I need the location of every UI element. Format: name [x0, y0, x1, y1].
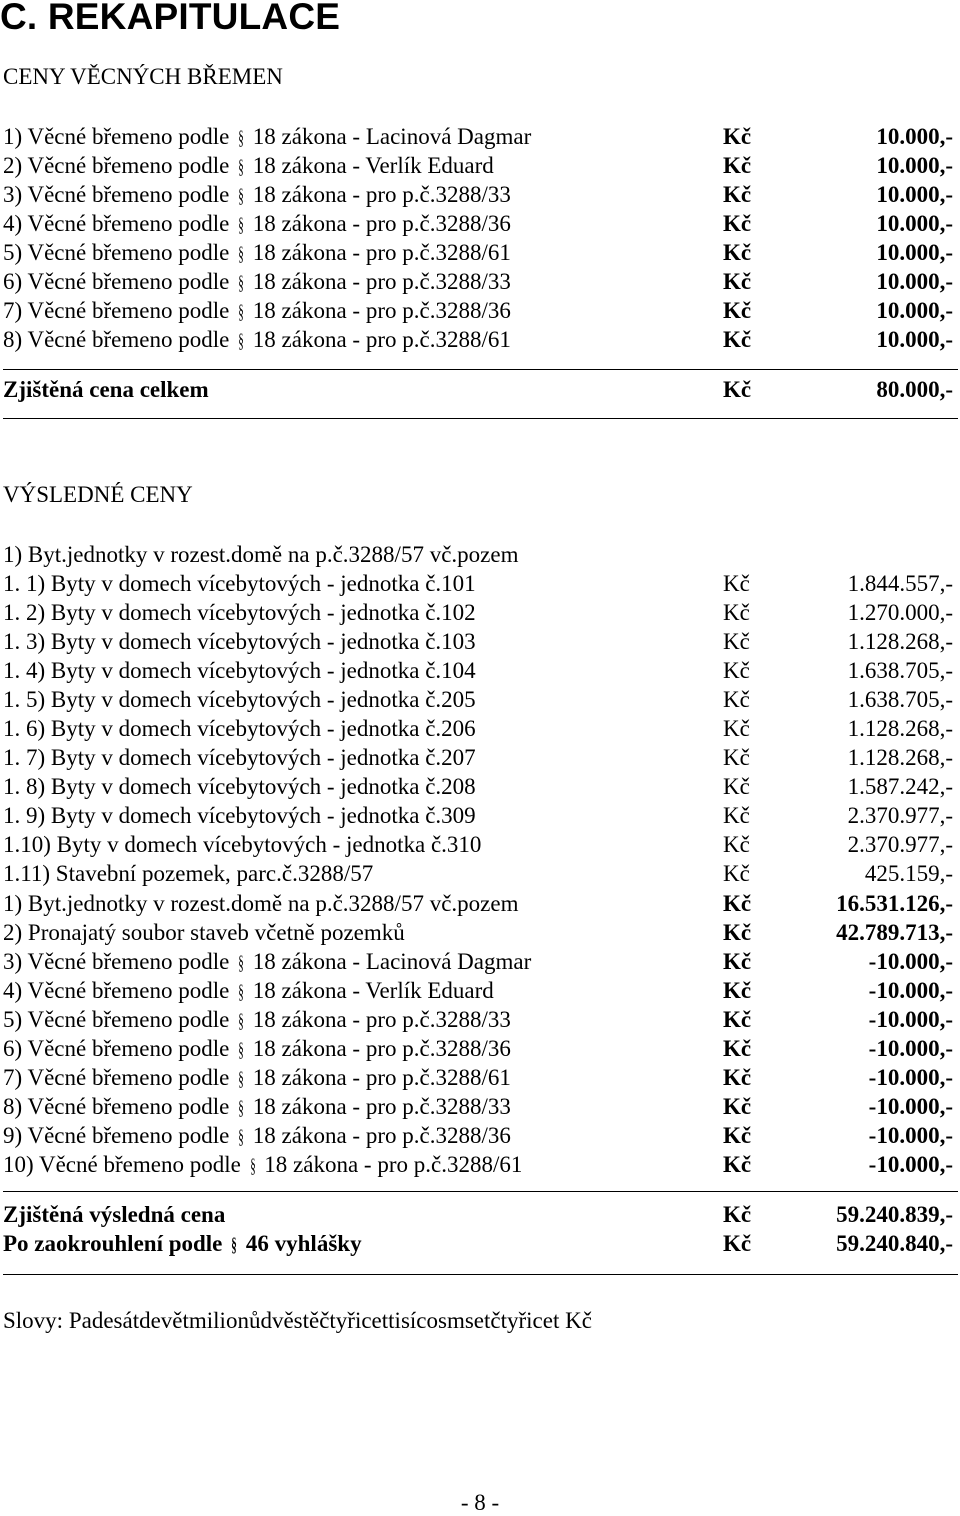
divider: [3, 1274, 958, 1275]
easement-label: 5) Věcné břemeno podle § 18 zákona - pro p.č.3288/61: [3, 240, 511, 265]
easement-row: 7) Věcné břemeno podle § 18 zákona - pro p.č.3288/36 Kč 10.000,-: [3, 297, 953, 325]
easement-row: 2) Věcné břemeno podle § 18 zákona - Verlík Eduard Kč 10.000,-: [3, 152, 953, 180]
easement-row: 8) Věcné břemeno podle § 18 zákona - pro p.č.3288/61 Kč 10.000,-: [3, 326, 953, 354]
unit-row: 1. 9) Byty v domech vícebytových - jednotka č.309 Kč 2.370.977,-: [3, 803, 953, 828]
summary-row: 8) Věcné břemeno podle § 18 zákona - pro p.č.3288/33 Kč -10.000,-: [3, 1094, 953, 1119]
easement-label: 3) Věcné břemeno podle § 18 zákona - pro p.č.3288/33: [3, 182, 511, 207]
summary-row: 9) Věcné břemeno podle § 18 zákona - pro p.č.3288/36 Kč -10.000,-: [3, 1123, 953, 1148]
total-label: Zjištěná cena celkem: [3, 377, 209, 402]
section-heading-easements: CENY VĚCNÝCH BŘEMEN: [3, 64, 283, 89]
unit-row: 1. 8) Byty v domech vícebytových - jednotka č.208 Kč 1.587.242,-: [3, 774, 953, 799]
unit-row: 1. 6) Byty v domech vícebytových - jednotka č.206 Kč 1.128.268,-: [3, 716, 953, 741]
divider: [3, 1191, 958, 1192]
easement-label: 2) Věcné břemeno podle § 18 zákona - Verlík Eduard: [3, 153, 494, 178]
easement-row: 5) Věcné břemeno podle § 18 zákona - pro p.č.3288/61 Kč 10.000,-: [3, 239, 953, 267]
unit-row: 1. 2) Byty v domech vícebytových - jednotka č.102 Kč 1.270.000,-: [3, 600, 953, 625]
summary-row: 2) Pronajatý soubor staveb včetně pozemků Kč 42.789.713,-: [3, 920, 953, 945]
easement-total-row: Zjištěná cena celkem Kč 80.000,-: [3, 377, 953, 402]
page-title: C. REKAPITULACE: [0, 0, 341, 37]
summary-row: 5) Věcné břemeno podle § 18 zákona - pro p.č.3288/33 Kč -10.000,-: [3, 1007, 953, 1032]
easement-label: 1) Věcné břemeno podle § 18 zákona - Lacinová Dagmar: [3, 124, 532, 149]
page-number: - 8 -: [460, 1490, 500, 1515]
summary-row: 1) Byt.jednotky v rozest.domě na p.č.3288/57 vč.pozem Kč 16.531.126,-: [3, 891, 953, 916]
unit-row: 1. 7) Byty v domech vícebytových - jednotka č.207 Kč 1.128.268,-: [3, 745, 953, 770]
result-row: Zjištěná výsledná cena Kč 59.240.839,-: [3, 1202, 953, 1227]
summary-row: 7) Věcné břemeno podle § 18 zákona - pro p.č.3288/61 Kč -10.000,-: [3, 1065, 953, 1090]
divider: [3, 418, 958, 419]
unit-row: 1. 1) Byty v domech vícebytových - jednotka č.101 Kč 1.844.557,-: [3, 571, 953, 596]
easement-row: 1) Věcné břemeno podle § 18 zákona - Lacinová Dagmar Kč 10.000,-: [3, 123, 953, 151]
easement-row: 3) Věcné břemeno podle § 18 zákona - pro p.č.3288/33 Kč 10.000,-: [3, 181, 953, 209]
unit-row: 1. 3) Byty v domech vícebytových - jednotka č.103 Kč 1.128.268,-: [3, 629, 953, 654]
summary-row: 6) Věcné břemeno podle § 18 zákona - pro p.č.3288/36 Kč -10.000,-: [3, 1036, 953, 1061]
amount-in-words: Slovy: Padesátdevětmilionůdvěstěčtyřicettisícosmsetčtyřicet Kč: [3, 1308, 592, 1333]
easement-label: 6) Věcné břemeno podle § 18 zákona - pro p.č.3288/33: [3, 269, 511, 294]
easement-row: 4) Věcné břemeno podle § 18 zákona - pro p.č.3288/36 Kč 10.000,-: [3, 210, 953, 238]
summary-row: 3) Věcné břemeno podle § 18 zákona - Lacinová Dagmar Kč -10.000,-: [3, 949, 953, 974]
summary-row: 4) Věcné břemeno podle § 18 zákona - Verlík Eduard Kč -10.000,-: [3, 978, 953, 1003]
easement-label: 7) Věcné břemeno podle § 18 zákona - pro p.č.3288/36: [3, 298, 511, 323]
rounded-result-row: Po zaokrouhlení podle § 46 vyhlášky Kč 59.240.840,-: [3, 1231, 953, 1256]
summary-row: 10) Věcné břemeno podle § 18 zákona - pro p.č.3288/61 Kč -10.000,-: [3, 1152, 953, 1177]
unit-row: 1.11) Stavební pozemek, parc.č.3288/57 Kč 425.159,-: [3, 861, 953, 886]
divider: [3, 369, 958, 370]
easement-row: 6) Věcné břemeno podle § 18 zákona - pro p.č.3288/33 Kč 10.000,-: [3, 268, 953, 296]
easement-label: 8) Věcné břemeno podle § 18 zákona - pro p.č.3288/61: [3, 327, 511, 352]
units-subheading: 1) Byt.jednotky v rozest.domě na p.č.3288/57 vč.pozem: [3, 542, 519, 567]
unit-row: 1. 5) Byty v domech vícebytových - jednotka č.205 Kč 1.638.705,-: [3, 687, 953, 712]
unit-row: 1. 4) Byty v domech vícebytových - jednotka č.104 Kč 1.638.705,-: [3, 658, 953, 683]
section-heading-results: VÝSLEDNÉ CENY: [3, 482, 193, 507]
easement-label: 4) Věcné břemeno podle § 18 zákona - pro p.č.3288/36: [3, 211, 511, 236]
unit-row: 1.10) Byty v domech vícebytových - jednotka č.310 Kč 2.370.977,-: [3, 832, 953, 857]
